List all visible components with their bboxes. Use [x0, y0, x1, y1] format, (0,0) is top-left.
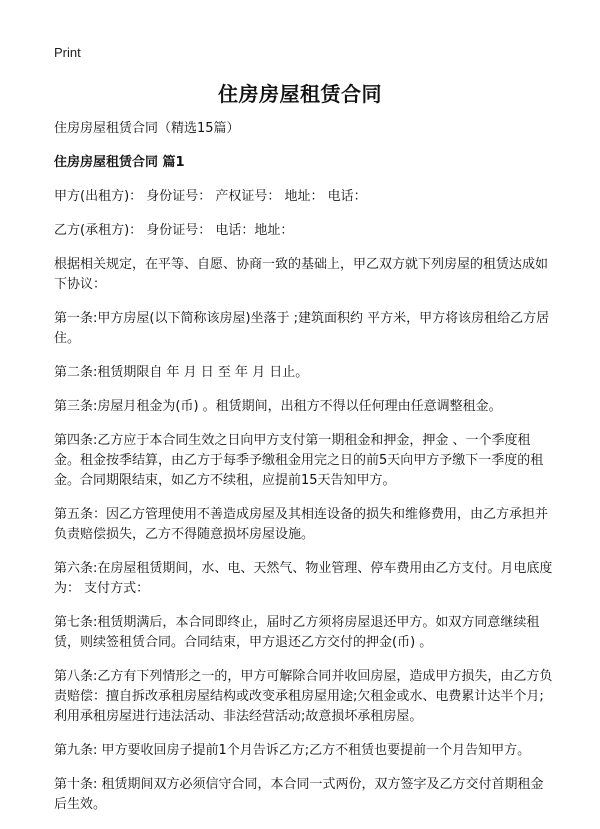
document-subtitle: 住房房屋租赁合同（精选15篇）: [54, 121, 240, 136]
article-6: 第六条:在房屋租赁期间，水、电、天然气、物业管理、停车费用由乙方支付。月电底度为： 支付方式：: [54, 561, 553, 596]
document-body: [54, 119, 554, 829]
article-1: 第一条:甲方房屋(以下简称该房屋)坐落于 ;建筑面积约 平方米，甲方将该房租给乙方居住。: [54, 311, 550, 346]
document-title: 住房房屋租赁合同: [218, 82, 382, 106]
article-2: 第二条:租赁期限自 年 月 日 至 年 月 日止。: [54, 365, 309, 380]
section-heading: 住房房屋租赁合同 篇1: [54, 155, 185, 170]
party-a-line: 甲方(出租方)： 身份证号： 产权证号： 地址： 电话：: [54, 189, 367, 204]
article-8: 第八条:乙方有下列情形之一的，甲方可解除合同并收回房屋，造成甲方损失，由乙方负责赔偿：擅自拆改承租房屋结构或改变承租房屋用途;欠租金或水、电费累计达半个月;利用承租房屋进行违法活动、非法经营活动;故意损坏承租房屋。: [54, 669, 553, 724]
print-link[interactable]: Print: [54, 45, 81, 60]
article-10: 第十条: 租赁期间双方必须信守合同，本合同一式两份，双方签字及乙方交付首期租金后生效。: [54, 777, 544, 812]
article-3: 第三条:房屋月租金为(币) 。租赁期间，出租方不得以任何理由任意调整租金。: [54, 399, 502, 414]
article-7: 第七条:租赁期满后，本合同即终止，届时乙方须将房屋退还甲方。如双方同意继续租赁，则续签租赁合同。合同结束，甲方退还乙方交付的押金(币) 。: [54, 615, 540, 650]
article-9: 第九条: 甲方要收回房子提前1个月告诉乙方;乙方不租赁也要提前一个月告知甲方。: [54, 743, 531, 758]
article-5: 第五条：因乙方管理使用不善造成房屋及其相连设备的损失和维修费用，由乙方承担并负责赔偿损失，乙方不得随意损坏房屋设施。: [54, 507, 549, 542]
party-b-line: 乙方(承租方)： 身份证号： 电话：地址：: [54, 223, 294, 238]
intro-paragraph: 根据相关规定，在平等、自愿、协商一致的基础上，甲乙双方就下列房屋的租赁达成如下协议：: [54, 257, 549, 292]
article-4: 第四条:乙方应于本合同生效之日向甲方支付第一期租金和押金，押金 、一个季度租金。租金按季结算，由乙方于每季予缴租金用完之日的前5天向甲方予缴下一季度的租金。合同期限结束，如乙方不续租，应提前15天告知甲方。: [54, 433, 544, 488]
